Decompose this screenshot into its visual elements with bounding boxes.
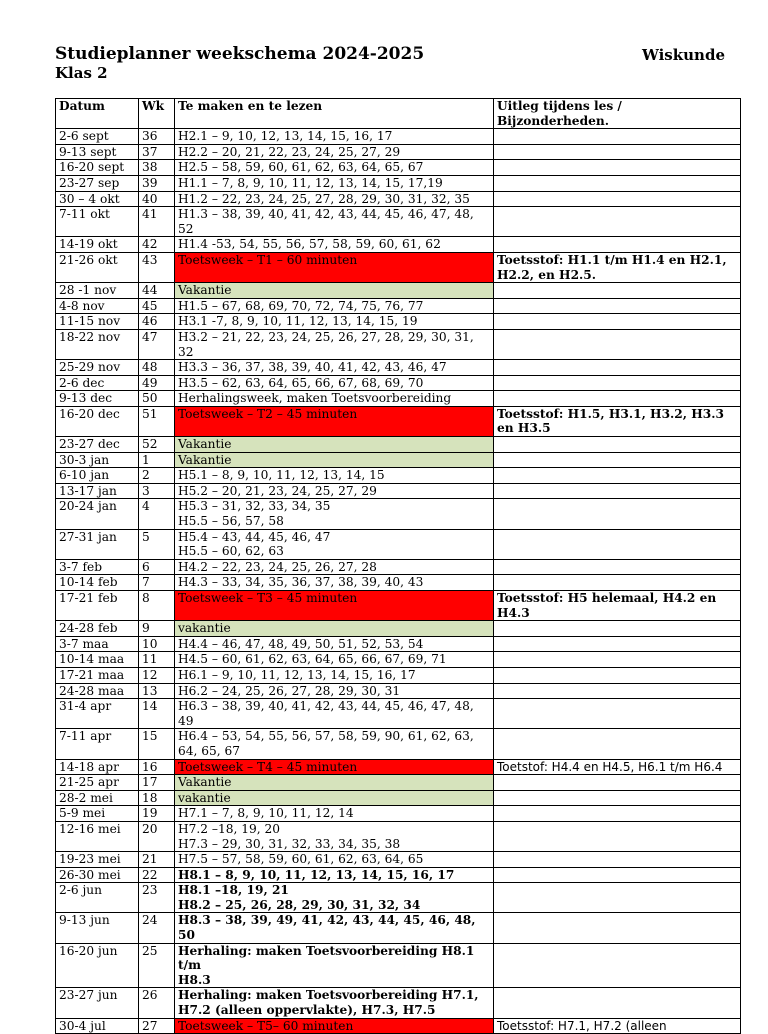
- cell-line: H6.3 – 38, 39, 40, 41, 42, 43, 44, 45, 46, 47, 48,: [178, 699, 474, 714]
- cell-week: 21: [139, 852, 175, 868]
- cell-datum: 18-22 nov: [56, 329, 139, 359]
- cell-te-maken: [175, 252, 494, 282]
- cell-line: H4.5 – 60, 61, 62, 63, 64, 65, 66, 67, 69, 71: [178, 652, 447, 667]
- table-row: [56, 252, 741, 282]
- cell-datum: 13-17 jan: [56, 483, 139, 499]
- table-row: [56, 483, 741, 499]
- cell-datum: 7-11 okt: [56, 207, 139, 237]
- cell-line: H5.1 – 8, 9, 10, 11, 12, 13, 14, 15: [178, 468, 385, 483]
- cell-week: 41: [139, 207, 175, 237]
- col-header-wk: Wk: [139, 99, 175, 129]
- cell-datum: 27-31 jan: [56, 529, 139, 559]
- cell-uitleg: Toetstof: H4.4 en H4.5, H6.1 t/m H6.4: [494, 759, 741, 775]
- cell-datum: 2-6 sept: [56, 129, 139, 145]
- table-row: [56, 775, 741, 791]
- cell-datum: 21-26 okt: [56, 252, 139, 282]
- table-row: [56, 1018, 741, 1034]
- cell-uitleg: [494, 175, 741, 191]
- cell-line: H6.2 – 24, 25, 26, 27, 28, 29, 30, 31: [178, 683, 401, 698]
- cell-week: 25: [139, 943, 175, 988]
- cell-datum: 20-24 jan: [56, 499, 139, 529]
- cell-te-maken: [175, 699, 494, 729]
- table-row: [56, 852, 741, 868]
- cell-line: H7.2 –18, 19, 20: [178, 821, 280, 836]
- cell-line: 32: [178, 344, 194, 359]
- cell-uitleg: [494, 883, 741, 913]
- cell-te-maken: [175, 437, 494, 453]
- table-row: [56, 988, 741, 1018]
- cell-datum: 4-8 nov: [56, 298, 139, 314]
- cell-te-maken: [175, 468, 494, 484]
- cell-te-maken: [175, 160, 494, 176]
- cell-line: H6.4 – 53, 54, 55, 56, 57, 58, 59, 90, 61, 62, 63,: [178, 729, 474, 744]
- cell-uitleg: [494, 621, 741, 637]
- cell-line: Toetsweek – T1 – 60 minuten: [178, 252, 358, 267]
- cell-week: 44: [139, 283, 175, 299]
- cell-te-maken: [175, 883, 494, 913]
- cell-datum: 28 -1 nov: [56, 283, 139, 299]
- table-row: [56, 867, 741, 883]
- cell-datum: 2-6 jun: [56, 883, 139, 913]
- table-row: [56, 636, 741, 652]
- cell-datum: 17-21 feb: [56, 591, 139, 621]
- cell-datum: 9-13 sept: [56, 144, 139, 160]
- cell-uitleg: [494, 806, 741, 822]
- cell-te-maken: [175, 806, 494, 822]
- klas-label: Klas 2: [55, 64, 108, 82]
- cell-week: 26: [139, 988, 175, 1018]
- table-row: [56, 529, 741, 559]
- cell-week: 22: [139, 867, 175, 883]
- cell-line: Toetsweek – T3 – 45 minuten: [178, 591, 358, 605]
- cell-uitleg: [494, 483, 741, 499]
- cell-line: H7.5 – 57, 58, 59, 60, 61, 62, 63, 64, 65: [178, 852, 424, 867]
- cell-uitleg: Toetsstof: H1.1 t/m H1.4 en H2.1, H2.2, en H2.5.: [494, 252, 741, 282]
- cell-te-maken: [175, 207, 494, 237]
- cell-te-maken: [175, 1018, 494, 1034]
- cell-line: 64, 65, 67: [178, 743, 241, 758]
- cell-line: 52: [178, 221, 194, 236]
- cell-week: 12: [139, 667, 175, 683]
- cell-uitleg: [494, 775, 741, 791]
- cell-uitleg: [494, 160, 741, 176]
- cell-datum: 21-25 apr: [56, 775, 139, 791]
- cell-line: H3.2 – 21, 22, 23, 24, 25, 26, 27, 28, 29, 30, 31,: [178, 329, 474, 344]
- cell-line: Vakantie: [178, 437, 232, 452]
- cell-line: H5.4 – 43, 44, 45, 46, 47: [178, 529, 331, 544]
- cell-te-maken: [175, 375, 494, 391]
- cell-week: 5: [139, 529, 175, 559]
- cell-te-maken: [175, 729, 494, 759]
- cell-te-maken: [175, 790, 494, 806]
- cell-line: vakantie: [178, 790, 231, 805]
- cell-uitleg: [494, 298, 741, 314]
- cell-line: Herhalingsweek, maken Toetsvoorbereiding: [178, 391, 452, 406]
- table-row: [56, 298, 741, 314]
- cell-line: H4.4 – 46, 47, 48, 49, 50, 51, 52, 53, 54: [178, 636, 424, 651]
- cell-week: 48: [139, 360, 175, 376]
- cell-datum: 30-3 jan: [56, 452, 139, 468]
- cell-te-maken: [175, 391, 494, 407]
- cell-line: H2.2 – 20, 21, 22, 23, 24, 25, 27, 29: [178, 144, 401, 159]
- cell-datum: 31-4 apr: [56, 699, 139, 729]
- cell-week: 18: [139, 790, 175, 806]
- cell-line: H1.1 – 7, 8, 9, 10, 11, 12, 13, 14, 15, 17,19: [178, 175, 443, 190]
- cell-datum: 24-28 maa: [56, 683, 139, 699]
- cell-te-maken: [175, 129, 494, 145]
- cell-uitleg: [494, 499, 741, 529]
- cell-te-maken: [175, 636, 494, 652]
- cell-te-maken: [175, 529, 494, 559]
- cell-line: Herhaling: maken Toetsvoorbereiding H7.1,: [178, 988, 479, 1003]
- table-row: [56, 729, 741, 759]
- table-row: [56, 160, 741, 176]
- cell-uitleg: [494, 652, 741, 668]
- cell-te-maken: [175, 237, 494, 253]
- cell-line: H3.1 -7, 8, 9, 10, 11, 12, 13, 14, 15, 19: [178, 314, 418, 329]
- cell-line: H5.5 – 56, 57, 58: [178, 514, 284, 529]
- table-row: [56, 575, 741, 591]
- cell-week: 40: [139, 191, 175, 207]
- cell-week: 27: [139, 1018, 175, 1034]
- cell-line: H1.2 – 22, 23, 24, 25, 27, 28, 29, 30, 31, 32, 35: [178, 191, 470, 206]
- table-row: [56, 591, 741, 621]
- cell-line: H3.5 – 62, 63, 64, 65, 66, 67, 68, 69, 70: [178, 375, 424, 390]
- cell-line: H6.1 – 9, 10, 11, 12, 13, 14, 15, 16, 17: [178, 667, 416, 682]
- cell-week: 49: [139, 375, 175, 391]
- table-row: [56, 329, 741, 359]
- cell-line: H8.1 – 8, 9, 10, 11, 12, 13, 14, 15, 16, 17: [178, 867, 455, 882]
- cell-te-maken: [175, 591, 494, 621]
- cell-uitleg: [494, 636, 741, 652]
- cell-datum: 24-28 feb: [56, 621, 139, 637]
- cell-te-maken: [175, 144, 494, 160]
- cell-te-maken: [175, 683, 494, 699]
- cell-uitleg: [494, 559, 741, 575]
- col-header-uitleg: Uitleg tijdens les / Bijzonderheden.: [494, 99, 741, 129]
- table-row: [56, 175, 741, 191]
- cell-datum: 3-7 maa: [56, 636, 139, 652]
- cell-datum: 16-20 jun: [56, 943, 139, 988]
- table-row: [56, 314, 741, 330]
- table-row: [56, 683, 741, 699]
- planner-table: [55, 98, 741, 1034]
- cell-week: 24: [139, 913, 175, 943]
- cell-line: Vakantie: [178, 452, 232, 467]
- cell-week: 15: [139, 729, 175, 759]
- page-title: Studieplanner weekschema 2024-2025: [55, 44, 425, 64]
- subject-label: Wiskunde: [642, 46, 725, 64]
- cell-line: H4.2 – 22, 23, 24, 25, 26, 27, 28: [178, 559, 377, 574]
- cell-week: 47: [139, 329, 175, 359]
- cell-week: 19: [139, 806, 175, 822]
- cell-week: 46: [139, 314, 175, 330]
- cell-uitleg: Toetsstof: H7.1, H7.2 (alleen: [494, 1018, 741, 1034]
- cell-uitleg: [494, 391, 741, 407]
- col-header-datum: Datum: [56, 99, 139, 129]
- cell-te-maken: [175, 283, 494, 299]
- table-row: [56, 468, 741, 484]
- cell-datum: 2-6 dec: [56, 375, 139, 391]
- cell-datum: 11-15 nov: [56, 314, 139, 330]
- cell-uitleg: [494, 144, 741, 160]
- cell-week: 17: [139, 775, 175, 791]
- cell-week: 36: [139, 129, 175, 145]
- cell-line: H8.2 – 25, 26, 28, 29, 30, 31, 32, 34: [178, 897, 421, 912]
- cell-uitleg: Toetsstof: H1.5, H3.1, H3.2, H3.3 en H3.5: [494, 406, 741, 436]
- cell-te-maken: [175, 867, 494, 883]
- table-row: [56, 437, 741, 453]
- cell-datum: 5-9 mei: [56, 806, 139, 822]
- cell-te-maken: [175, 667, 494, 683]
- cell-te-maken: [175, 652, 494, 668]
- cell-week: 23: [139, 883, 175, 913]
- table-row: [56, 759, 741, 775]
- cell-week: 10: [139, 636, 175, 652]
- cell-week: 43: [139, 252, 175, 282]
- table-row: [56, 652, 741, 668]
- cell-week: 38: [139, 160, 175, 176]
- cell-te-maken: [175, 406, 494, 436]
- cell-uitleg: [494, 790, 741, 806]
- cell-te-maken: [175, 298, 494, 314]
- cell-uitleg: [494, 452, 741, 468]
- cell-week: 37: [139, 144, 175, 160]
- cell-line: H8.3 – 38, 39, 49, 41, 42, 43, 44, 45, 46, 48, 50: [178, 913, 476, 943]
- table-row: [56, 452, 741, 468]
- cell-uitleg: [494, 729, 741, 759]
- cell-line: H5.5 – 60, 62, 63: [178, 544, 284, 559]
- cell-week: 39: [139, 175, 175, 191]
- cell-datum: 9-13 jun: [56, 913, 139, 943]
- cell-te-maken: [175, 988, 494, 1018]
- cell-uitleg: [494, 237, 741, 253]
- cell-datum: 14-18 apr: [56, 759, 139, 775]
- table-row: [56, 621, 741, 637]
- cell-te-maken: [175, 821, 494, 851]
- cell-week: 1: [139, 452, 175, 468]
- cell-datum: 25-29 nov: [56, 360, 139, 376]
- cell-line: Toetsweek – T2 – 45 minuten: [178, 406, 358, 421]
- cell-line: 49: [178, 713, 194, 728]
- cell-te-maken: [175, 483, 494, 499]
- cell-week: 50: [139, 391, 175, 407]
- table-row: [56, 559, 741, 575]
- cell-te-maken: [175, 775, 494, 791]
- cell-datum: 23-27 jun: [56, 988, 139, 1018]
- cell-line: Vakantie: [178, 775, 232, 790]
- cell-line: H7.1 – 7, 8, 9, 10, 11, 12, 14: [178, 806, 354, 821]
- cell-te-maken: [175, 943, 494, 988]
- cell-uitleg: [494, 667, 741, 683]
- cell-line: H7.3 – 29, 30, 31, 32, 33, 34, 35, 38: [178, 836, 401, 851]
- cell-week: 13: [139, 683, 175, 699]
- table-row: [56, 360, 741, 376]
- cell-uitleg: [494, 575, 741, 591]
- table-row: [56, 499, 741, 529]
- cell-te-maken: [175, 759, 494, 775]
- cell-line: H2.5 – 58, 59, 60, 61, 62, 63, 64, 65, 67: [178, 160, 424, 175]
- cell-datum: 7-11 apr: [56, 729, 139, 759]
- cell-week: 9: [139, 621, 175, 637]
- cell-datum: 28-2 mei: [56, 790, 139, 806]
- table-header-row: [56, 99, 741, 129]
- cell-week: 2: [139, 468, 175, 484]
- cell-uitleg: [494, 988, 741, 1018]
- cell-line: Herhaling: maken Toetsvoorbereiding H8.1 t/m: [178, 943, 475, 973]
- cell-datum: 19-23 mei: [56, 852, 139, 868]
- table-row: [56, 375, 741, 391]
- cell-uitleg: [494, 329, 741, 359]
- cell-uitleg: [494, 913, 741, 943]
- table-row: [56, 699, 741, 729]
- table-row: [56, 191, 741, 207]
- cell-te-maken: [175, 852, 494, 868]
- cell-line: Toetsweek – T4 – 45 minuten: [178, 759, 358, 774]
- table-row: [56, 237, 741, 253]
- table-row: [56, 391, 741, 407]
- cell-uitleg: [494, 852, 741, 868]
- cell-te-maken: [175, 360, 494, 376]
- cell-uitleg: [494, 468, 741, 484]
- cell-week: 4: [139, 499, 175, 529]
- table-row: [56, 207, 741, 237]
- cell-week: 42: [139, 237, 175, 253]
- cell-week: 11: [139, 652, 175, 668]
- cell-line: H1.4 -53, 54, 55, 56, 57, 58, 59, 60, 61, 62: [178, 237, 441, 252]
- table-row: [56, 806, 741, 822]
- cell-datum: 6-10 jan: [56, 468, 139, 484]
- cell-line: Vakantie: [178, 283, 232, 298]
- cell-line: H7.2 (alleen oppervlakte), H7.3, H7.5: [178, 1003, 436, 1018]
- cell-datum: 14-19 okt: [56, 237, 139, 253]
- cell-te-maken: [175, 575, 494, 591]
- cell-te-maken: [175, 913, 494, 943]
- cell-datum: 3-7 feb: [56, 559, 139, 575]
- cell-line: vakantie: [178, 621, 231, 636]
- cell-uitleg: [494, 314, 741, 330]
- cell-line: H5.2 – 20, 21, 23, 24, 25, 27, 29: [178, 483, 377, 498]
- table-row: [56, 821, 741, 851]
- cell-week: 51: [139, 406, 175, 436]
- cell-week: 52: [139, 437, 175, 453]
- table-row: [56, 129, 741, 145]
- cell-uitleg: [494, 129, 741, 145]
- table-row: [56, 883, 741, 913]
- cell-week: 20: [139, 821, 175, 851]
- table-row: [56, 667, 741, 683]
- cell-line: H8.1 –18, 19, 21: [178, 883, 289, 898]
- table-row: [56, 913, 741, 943]
- cell-uitleg: [494, 437, 741, 453]
- cell-uitleg: [494, 699, 741, 729]
- cell-uitleg: [494, 375, 741, 391]
- cell-datum: 30 – 4 okt: [56, 191, 139, 207]
- cell-line: H1.3 – 38, 39, 40, 41, 42, 43, 44, 45, 46, 47, 48,: [178, 207, 474, 222]
- cell-te-maken: [175, 499, 494, 529]
- table-row: [56, 943, 741, 988]
- cell-uitleg: [494, 683, 741, 699]
- cell-datum: 10-14 feb: [56, 575, 139, 591]
- cell-uitleg: [494, 207, 741, 237]
- cell-line: H4.3 – 33, 34, 35, 36, 37, 38, 39, 40, 43: [178, 575, 424, 590]
- cell-uitleg: [494, 529, 741, 559]
- cell-datum: 16-20 sept: [56, 160, 139, 176]
- cell-te-maken: [175, 452, 494, 468]
- col-header-te-maken: Te maken en te lezen: [175, 99, 494, 129]
- cell-week: 7: [139, 575, 175, 591]
- cell-datum: 9-13 dec: [56, 391, 139, 407]
- cell-uitleg: [494, 360, 741, 376]
- cell-uitleg: [494, 867, 741, 883]
- cell-te-maken: [175, 191, 494, 207]
- table-row: [56, 283, 741, 299]
- cell-line: Toetsweek – T5– 60 minuten: [178, 1018, 354, 1033]
- cell-week: 3: [139, 483, 175, 499]
- cell-datum: 12-16 mei: [56, 821, 139, 851]
- cell-line: H1.5 – 67, 68, 69, 70, 72, 74, 75, 76, 77: [178, 298, 424, 313]
- cell-uitleg: [494, 283, 741, 299]
- cell-uitleg: [494, 943, 741, 988]
- cell-uitleg: Toetsstof: H5 helemaal, H4.2 en H4.3: [494, 591, 741, 621]
- cell-week: 6: [139, 559, 175, 575]
- cell-datum: 23-27 sep: [56, 175, 139, 191]
- cell-te-maken: [175, 175, 494, 191]
- table-row: [56, 406, 741, 436]
- cell-te-maken: [175, 621, 494, 637]
- cell-week: 16: [139, 759, 175, 775]
- cell-te-maken: [175, 314, 494, 330]
- cell-week: 45: [139, 298, 175, 314]
- table-row: [56, 790, 741, 806]
- cell-datum: 23-27 dec: [56, 437, 139, 453]
- cell-line: H8.3: [178, 972, 211, 987]
- cell-uitleg: [494, 191, 741, 207]
- table-body: [56, 129, 741, 1034]
- cell-line: H3.3 – 36, 37, 38, 39, 40, 41, 42, 43, 46, 47: [178, 360, 447, 375]
- cell-datum: 10-14 maa: [56, 652, 139, 668]
- cell-week: 8: [139, 591, 175, 621]
- cell-uitleg: [494, 821, 741, 851]
- cell-line: H2.1 – 9, 10, 12, 13, 14, 15, 16, 17: [178, 129, 393, 144]
- cell-te-maken: [175, 329, 494, 359]
- cell-datum: 17-21 maa: [56, 667, 139, 683]
- cell-line: H5.3 – 31, 32, 33, 34, 35: [178, 499, 331, 514]
- cell-datum: 26-30 mei: [56, 867, 139, 883]
- cell-week: 14: [139, 699, 175, 729]
- cell-datum: 30-4 jul: [56, 1018, 139, 1034]
- table-row: [56, 144, 741, 160]
- cell-te-maken: [175, 559, 494, 575]
- cell-datum: 16-20 dec: [56, 406, 139, 436]
